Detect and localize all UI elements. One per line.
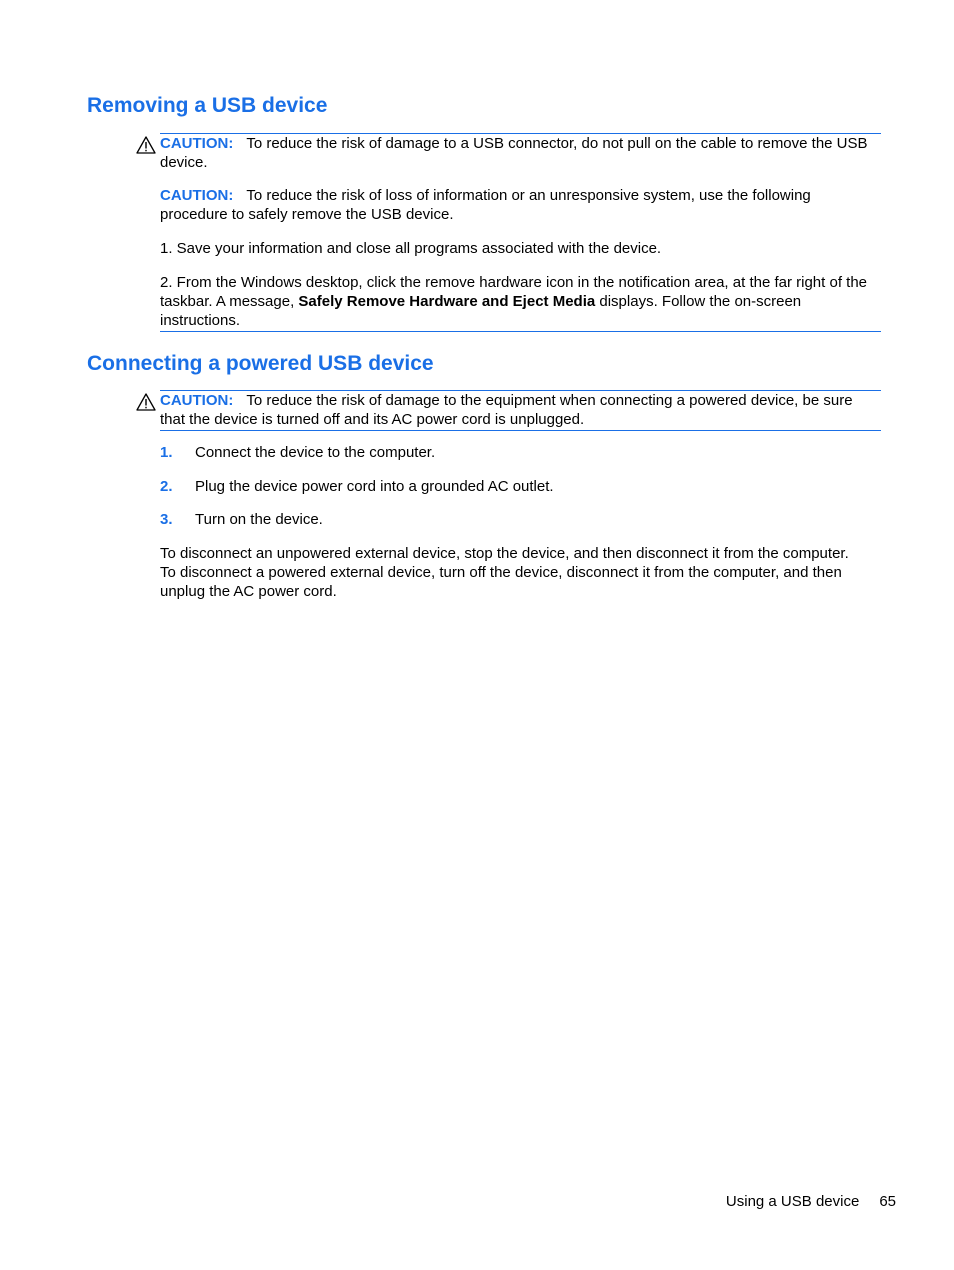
list-item: [160, 477, 554, 496]
warning-triangle-icon: [136, 393, 156, 411]
list-number: 3.: [160, 511, 173, 528]
list-number: 1.: [160, 444, 173, 461]
caution-message: To reduce the risk of damage to a USB connector, do not pull on the cable to remove the USB device.: [160, 135, 868, 171]
caution-text-equipment: [160, 391, 881, 429]
list-text: Connect the device to the computer.: [195, 444, 436, 461]
list-item: [160, 510, 323, 529]
page-footer: [726, 1192, 896, 1211]
step-2-message-name: Safely Remove Hardware and Eject Media: [298, 293, 596, 310]
caution-block-connector: [160, 133, 881, 330]
warning-triangle-icon: [136, 136, 156, 154]
footer-section-title: Using a USB device: [725, 1193, 860, 1210]
caution-label: CAUTION:: [160, 187, 234, 204]
heading-removing-usb: Removing a USB device: [87, 94, 328, 117]
disconnect-instructions: To disconnect an unpowered external device, stop the device, and then disconnect it from the computer. To disconnect a powered external device, turn off the device, disconnect it from the computer, and then unplug the AC power cord.: [160, 545, 849, 600]
procedure-step-2: [160, 273, 881, 330]
list-text: Plug the device power cord into a grounded AC outlet.: [195, 478, 554, 495]
caution-message: To reduce the risk of damage to the equipment when connecting a powered device, be sure that the device is turned off and its AC power cord is unplugged.: [160, 392, 853, 428]
caution-label: CAUTION:: [160, 392, 234, 409]
step-2-text-start: 2. From the Windows desktop, click the remove hardware icon in the notification area, at the far right of the taskbar. A message,: [160, 274, 868, 310]
step-2-text-end: displays. Follow the on-screen instructions.: [160, 293, 802, 329]
caution-block-equipment: [160, 390, 881, 431]
section-divider: [160, 331, 881, 332]
procedure-step-1: 1. Save your information and close all programs associated with the device.: [160, 240, 662, 257]
heading-connecting-powered-usb: Connecting a powered USB device: [87, 352, 434, 375]
list-text: Turn on the device.: [195, 511, 323, 528]
list-item: [160, 443, 435, 462]
page-number: 65: [879, 1193, 896, 1210]
caution-label: CAUTION:: [160, 135, 234, 152]
caution-message: To reduce the risk of loss of information or an unresponsive system, use the following procedure to safely remove the USB device.: [160, 187, 811, 223]
caution-text-information: [160, 186, 881, 224]
list-number: 2.: [160, 478, 173, 495]
caution-text-connector: [160, 134, 881, 172]
